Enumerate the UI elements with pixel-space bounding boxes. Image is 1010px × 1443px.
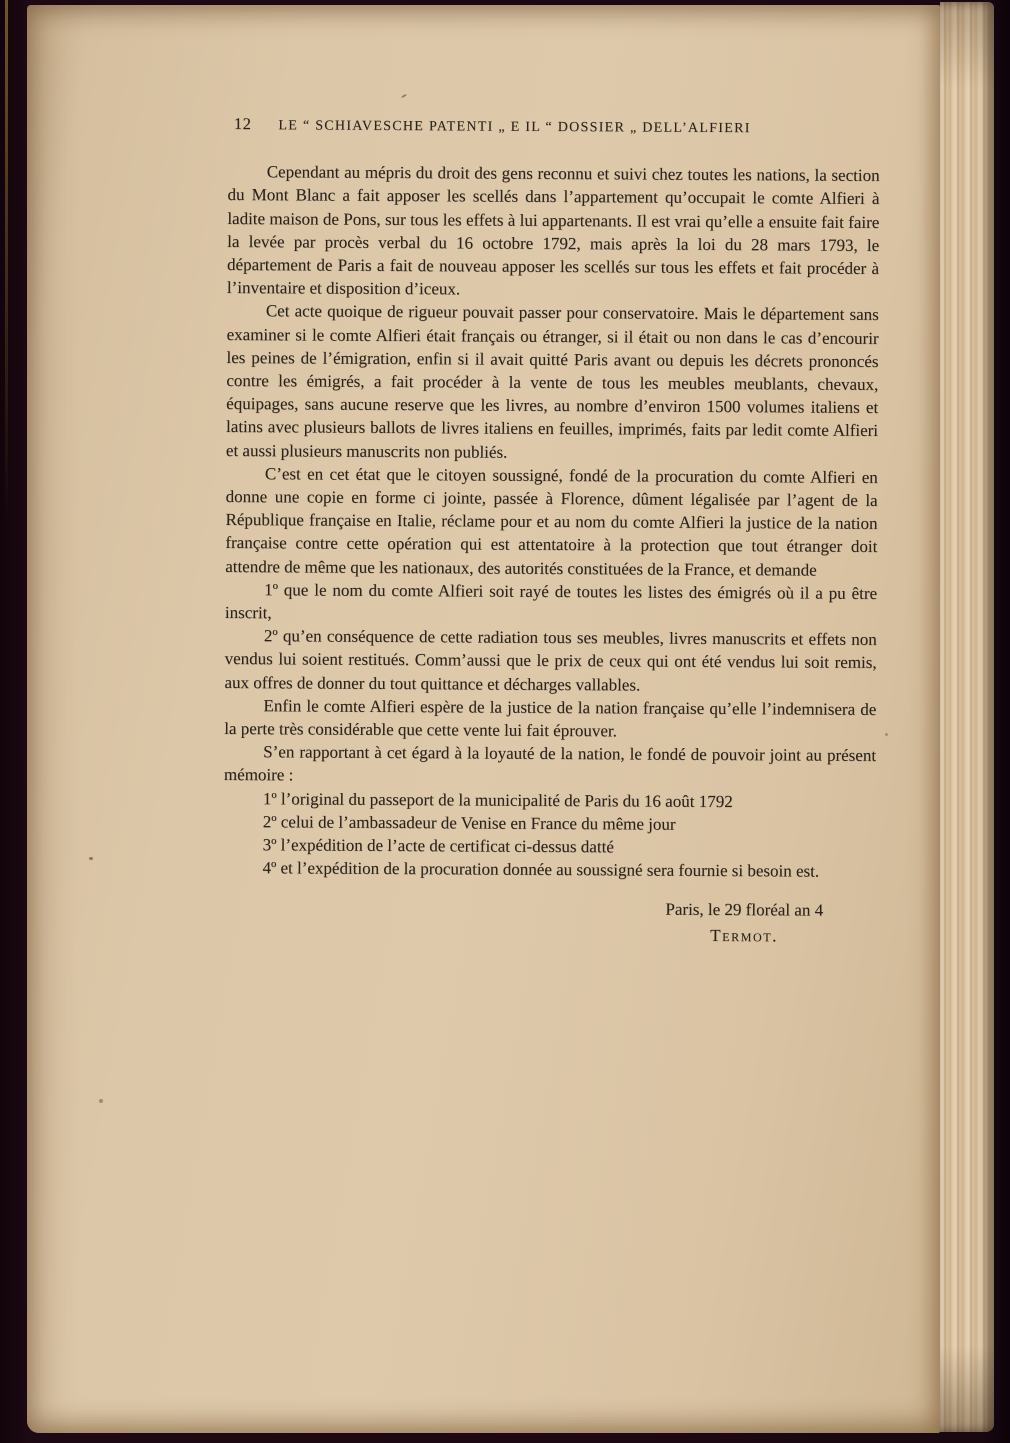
signature-name: Termot. [710, 925, 779, 946]
running-header [228, 112, 880, 141]
ink-speck [99, 1099, 103, 1103]
ink-speck [89, 857, 93, 860]
signature-block [665, 897, 823, 947]
gutter-highlight [5, 0, 8, 520]
running-title: LE “ SCHIAVESCHE PATENTI „ E IL “ DOSSIER „ DELL’ALFIERI [278, 118, 751, 137]
book-page [27, 5, 940, 1433]
page-edges [940, 2, 994, 1432]
body-paragraph-7: S’en rapportant à cet égard à la loyauté de la nation, le fondé de pouvoir joint au présent mémoire : [223, 742, 877, 785]
body-paragraph-1: Cependant au mépris du droit des gens reconnu et suivi chez toutes les nations, la section du Mont Blanc a fait apposer les scellés dans l’appartement qu’occupait le comte Alfieri à ladite maison de Pons, sur tous les effets à lui appartenants. Il est vrai qu’elle a ensuite fait faire la levée par procès verbal du 16 octobre 1792, mais après la loi du 28 mars 1793, le département de Paris a fait de nouveau apposer les scellés sur tous les effets et fait procéder à l’inventaire et disposition d’iceux. [226, 162, 880, 299]
ink-speck [885, 733, 888, 736]
memo-item-3: 3º l’expédition de l’acte de certificat ci-dessus datté [262, 835, 614, 857]
ink-speck [401, 94, 407, 99]
page-number: 12 [233, 114, 252, 134]
demand-item-1: 1º que le nom du comte Alfieri soit rayé de toutes les listes des émigrés où il a pu être inscrit, [224, 580, 878, 623]
body-paragraph-6: Enfin le comte Alfieri espère de la justice de la nation française qu’elle l’indemnisera de la perte très considérable que cette vente lui fait éprouver. [224, 696, 877, 741]
demand-item-2: 2º qu’en conséquence de cette radiation tous ses meubles, livres manuscrits et effets non vendus lui soient restitués. Comm’aussi que le prix de ceux qui ont été vendus lui soit remis, aux offres de donner du tout quittance et décharges vallables. [224, 626, 877, 695]
memo-item-2: 2º celui de l’ambassadeur de Venise en France du même jour [262, 812, 676, 834]
memo-item-1: 1º l’original du passeport de la municipalité de Paris du 16 août 1792 [262, 788, 733, 811]
body-paragraph-3: C’est en cet état que le citoyen soussigné, fondé de la procuration du comte Alfieri en donne une copie en forme ci jointe, passée à Florence, dûment légalisée par l’agent de la République française en Italie, réclame pour et au nom du comte Alfieri la justice de la nation française contre cette opération qui est attentatoire à la protection que tout étranger doit attendre de même que les nationaux, des autorités constituées de la France, et demande [225, 464, 878, 580]
memo-item-4: 4º et l’expédition de la procuration donnée au soussigné sera fournie si besoin est. [262, 858, 820, 881]
signature-date: Paris, le 29 floréal an 4 [665, 899, 824, 920]
page-content [223, 112, 880, 948]
body-paragraph-2: Cet acte quoique de rigueur pouvait passer pour conservatoire. Mais le département sans examiner si le comte Alfieri était français ou étranger, si il était ou non dans le cas d’encourir les peines de l’émigration, enfin si il avait quitté Paris avant ou depuis les décrets prononcés contre les émigrés, a fait procéder à la vente de tous les meubles meublants, chevaux, équipages, sans aucune reserve que les livres, au nombre d’environ 1500 volumes italiens et latins avec plusieurs ballots de livres italiens en feuilles, imprimés, faits par ledit comte Alfieri et aussi plusieurs manuscrits non publiés. [225, 301, 879, 462]
